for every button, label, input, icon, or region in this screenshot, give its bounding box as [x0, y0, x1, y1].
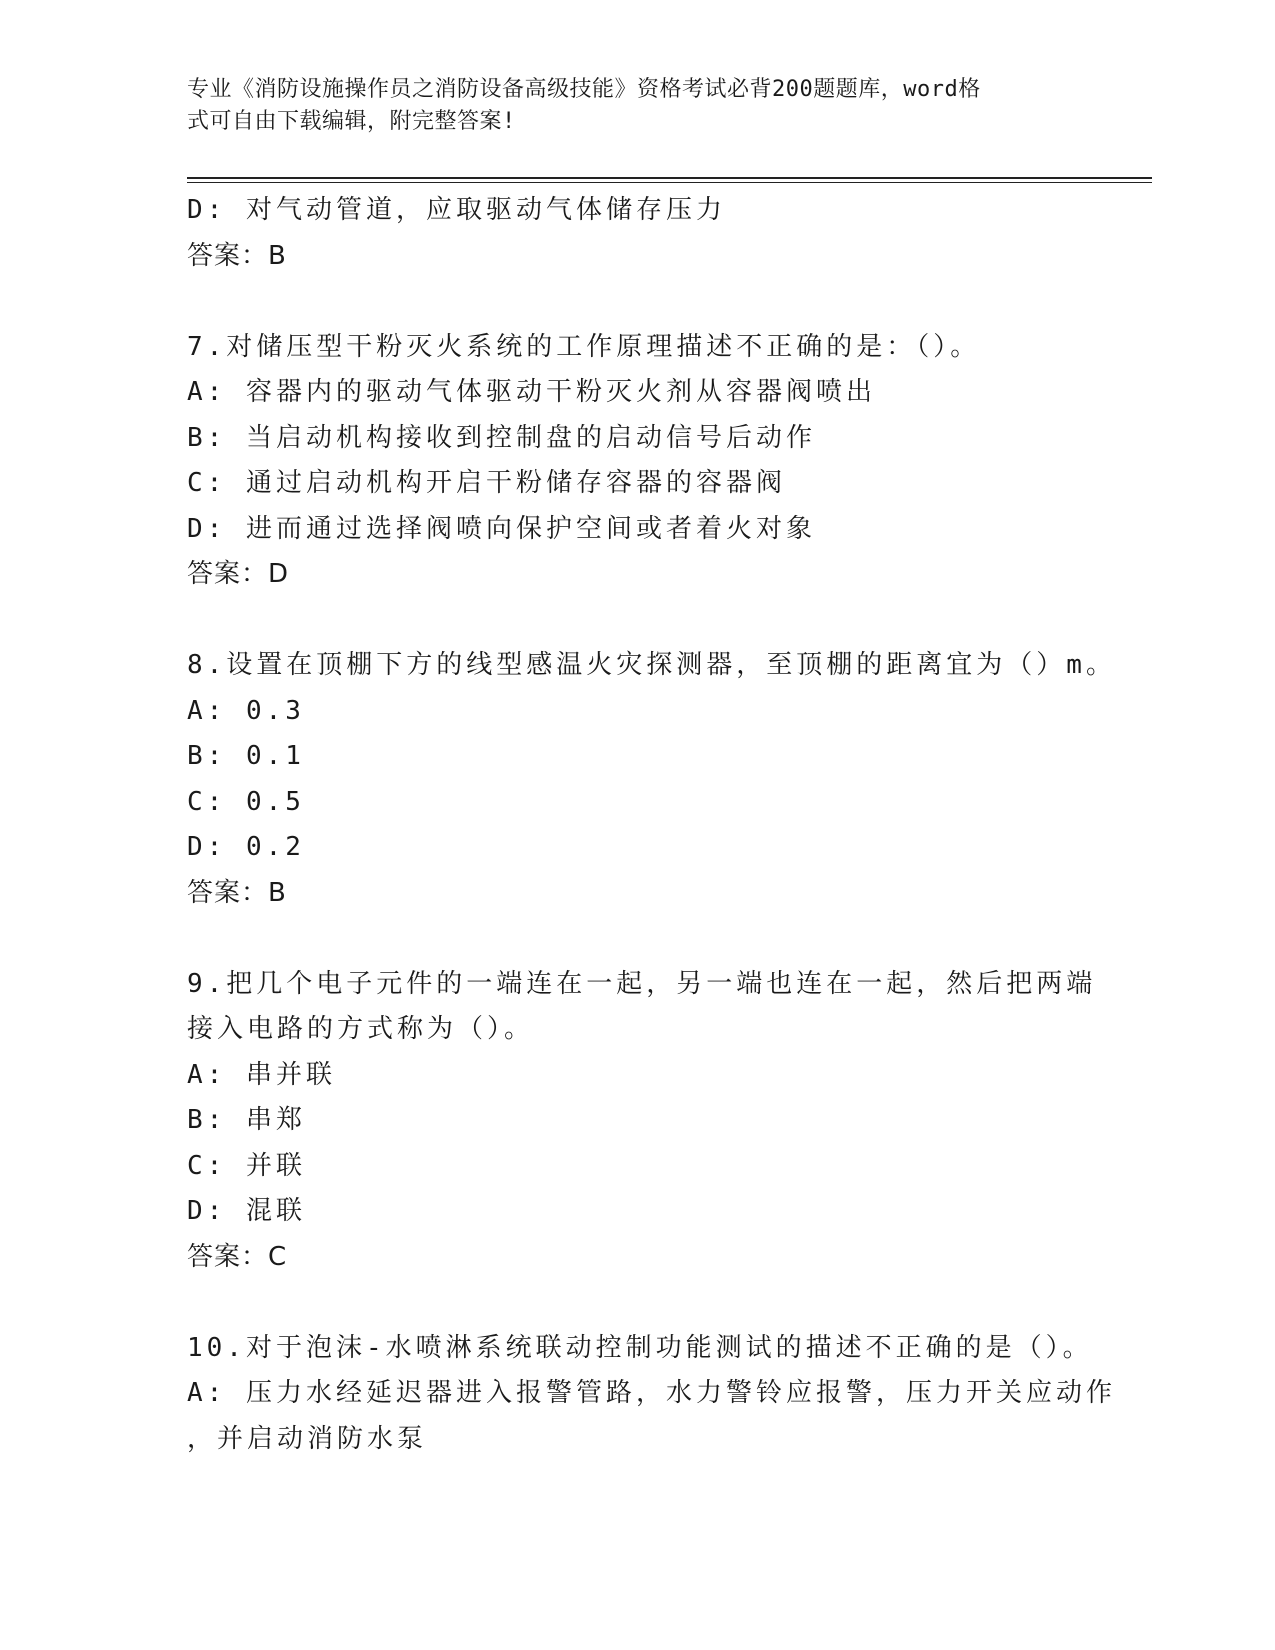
- option-line: B: 串郑: [187, 1105, 306, 1135]
- option-line: A: 容器内的驱动气体驱动干粉灭火剂从容器阀喷出: [187, 377, 876, 407]
- option-line: D: 进而通过选择阀喷向保护空间或者着火对象: [187, 513, 816, 544]
- option-line: A: 串并联: [187, 1059, 336, 1090]
- header-divider: [187, 177, 1152, 183]
- document-header: [187, 74, 1067, 138]
- option-line: D: 混联: [187, 1196, 306, 1226]
- option-line: A: 0.3: [187, 695, 305, 726]
- question-line: 7.对储压型干粉灭火系统的工作原理描述不正确的是：（）。: [187, 331, 981, 362]
- header-line-2: 式可自由下载编辑，附完整答案!: [187, 109, 516, 134]
- question-line: 8.设置在顶棚下方的线型感温火灾探测器，至顶棚的距离宜为（）m。: [187, 650, 1116, 680]
- question-line: 9.把几个电子元件的一端连在一起，另一端也连在一起，然后把两端: [187, 968, 1097, 999]
- option-line: D: 0.2: [187, 832, 305, 862]
- option-line: C: 通过启动机构开启干粉储存容器的容器阀: [187, 468, 786, 498]
- spacer: [187, 598, 1107, 644]
- answer-line: 答案：B: [187, 240, 287, 271]
- option-line: B: 0.1: [187, 741, 305, 771]
- header-line-1: 专业《消防设施操作员之消防设备高级技能》资格考试必背200题题库，word格: [187, 77, 981, 102]
- answer-line: 答案：C: [187, 1241, 288, 1272]
- question-list: [187, 188, 1116, 1462]
- spacer: [187, 916, 1107, 962]
- option-line: ，并启动消防水泵: [187, 1423, 428, 1454]
- option-line: C: 0.5: [187, 786, 305, 817]
- answer-line: 答案：D: [187, 559, 290, 589]
- question-line: 接入电路的方式称为（）。: [187, 1014, 535, 1044]
- spacer: [187, 279, 1107, 325]
- answer-line: 答案：B: [187, 877, 287, 908]
- option-line: D: 对气动管道，应取驱动气体储存压力: [187, 195, 726, 225]
- option-line: C: 并联: [187, 1150, 306, 1181]
- option-line: B: 当启动机构接收到控制盘的启动信号后动作: [187, 422, 816, 453]
- option-line: A: 压力水经延迟器进入报警管路，水力警铃应报警，压力开关应动作: [187, 1378, 1116, 1408]
- spacer: [187, 1280, 1107, 1326]
- question-line: 10.对于泡沫-水喷淋系统联动控制功能测试的描述不正确的是（）。: [187, 1332, 1093, 1363]
